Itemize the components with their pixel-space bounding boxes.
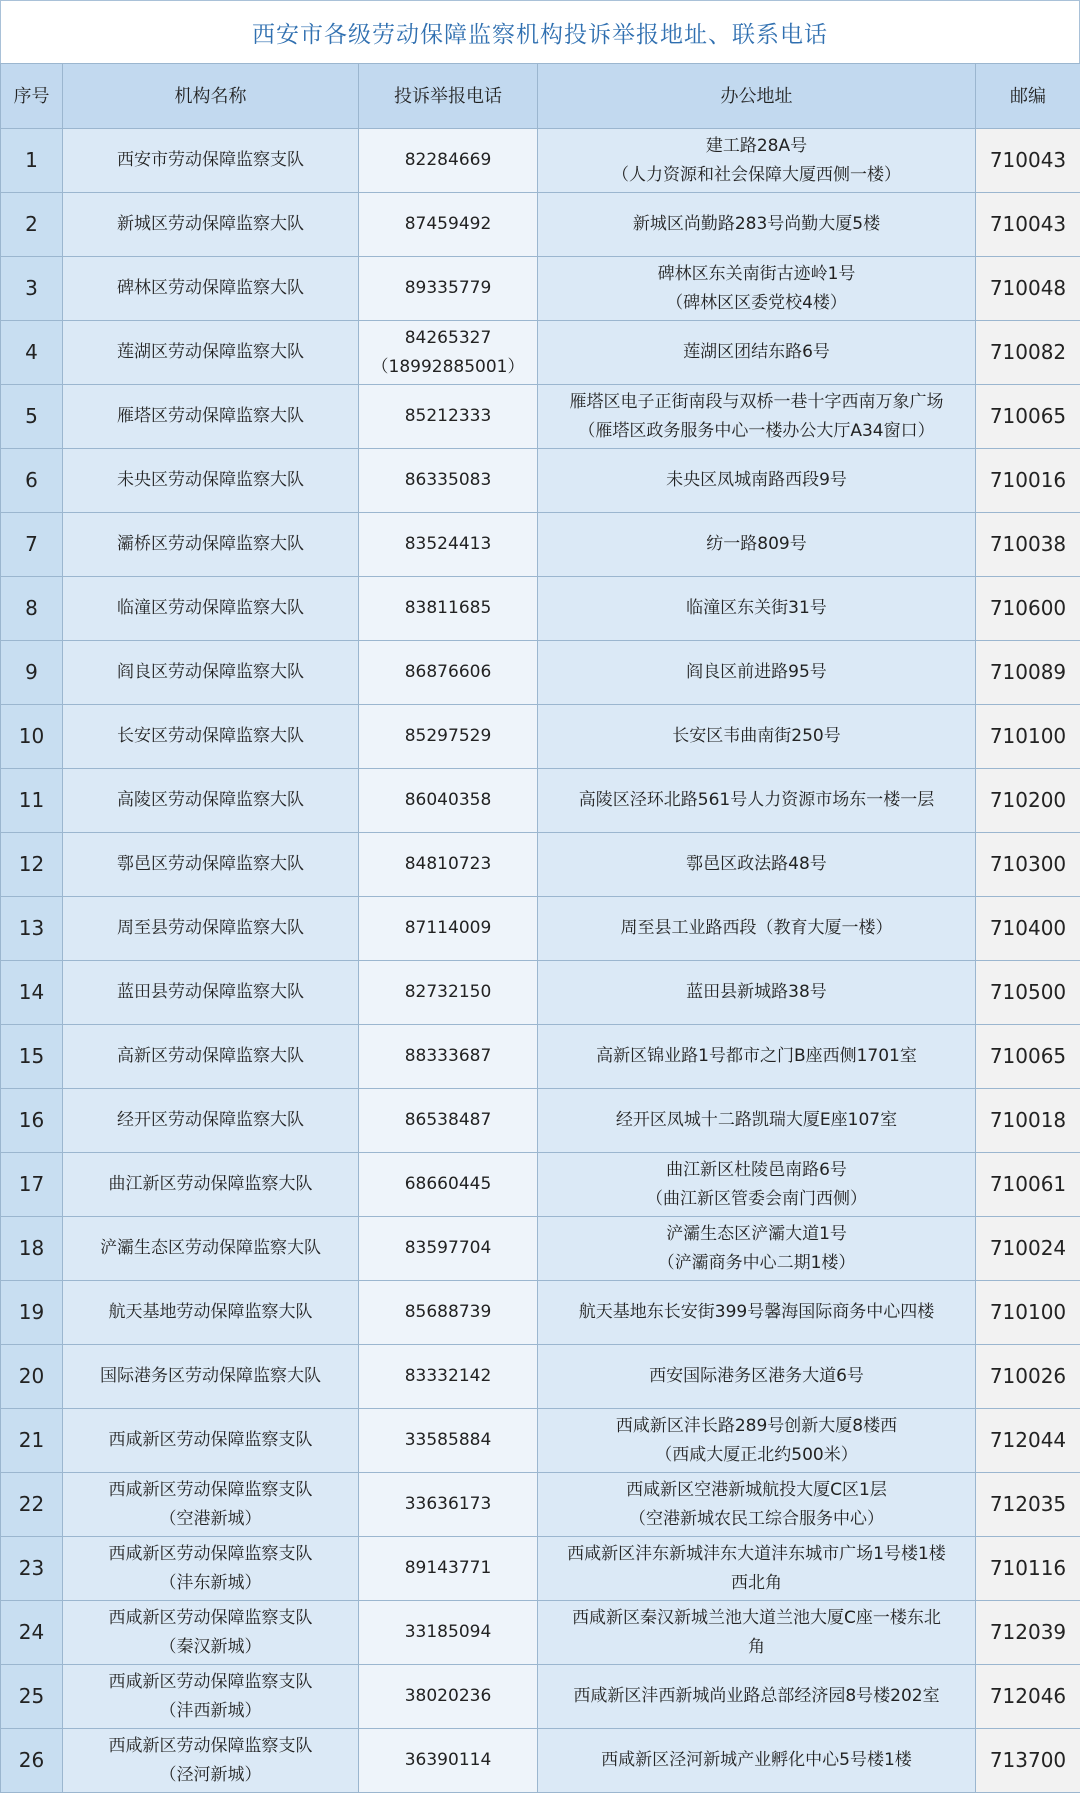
table-row bbox=[1, 577, 1080, 641]
table-row bbox=[1, 1537, 1080, 1601]
row-seq: 20 bbox=[1, 1345, 63, 1409]
row-seq: 2 bbox=[1, 193, 63, 257]
row-phone bbox=[359, 1089, 538, 1153]
row-phone bbox=[359, 1217, 538, 1281]
row-agency-name bbox=[63, 1089, 359, 1153]
header-seq: 序号 bbox=[1, 64, 63, 129]
row-phone-line: 86335083 bbox=[363, 466, 533, 495]
row-phone bbox=[359, 961, 538, 1025]
table-row bbox=[1, 257, 1080, 321]
table-row bbox=[1, 705, 1080, 769]
row-agency-name-line: 未央区劳动保障监察大队 bbox=[67, 466, 354, 495]
row-address bbox=[538, 897, 976, 961]
row-phone bbox=[359, 1601, 538, 1665]
table-row bbox=[1, 769, 1080, 833]
row-postcode: 710043 bbox=[976, 129, 1080, 193]
row-agency-name bbox=[63, 897, 359, 961]
row-phone bbox=[359, 769, 538, 833]
row-phone bbox=[359, 1537, 538, 1601]
row-address-line: （曲江新区管委会南门西侧） bbox=[542, 1185, 971, 1214]
row-postcode: 713700 bbox=[976, 1729, 1080, 1793]
row-address bbox=[538, 1537, 976, 1601]
row-address bbox=[538, 641, 976, 705]
table-row bbox=[1, 897, 1080, 961]
row-phone bbox=[359, 1665, 538, 1729]
table-row bbox=[1, 1281, 1080, 1345]
row-address-line: 西咸新区沣西新城尚业路总部经济园8号楼202室 bbox=[542, 1682, 971, 1711]
row-address-line: 西咸新区沣长路289号创新大厦8楼西 bbox=[542, 1412, 971, 1441]
row-address-line: 角 bbox=[542, 1633, 971, 1662]
row-phone bbox=[359, 1345, 538, 1409]
row-postcode: 710065 bbox=[976, 1025, 1080, 1089]
row-address-line: 新城区尚勤路283号尚勤大厦5楼 bbox=[542, 210, 971, 239]
row-agency-name-line: 蓝田县劳动保障监察大队 bbox=[67, 978, 354, 1007]
row-agency-name-line: 碑林区劳动保障监察大队 bbox=[67, 274, 354, 303]
row-seq: 8 bbox=[1, 577, 63, 641]
row-phone bbox=[359, 449, 538, 513]
row-address-line: 西咸新区泾河新城产业孵化中心5号楼1楼 bbox=[542, 1746, 971, 1775]
row-agency-name bbox=[63, 321, 359, 385]
row-seq: 25 bbox=[1, 1665, 63, 1729]
row-postcode: 710065 bbox=[976, 385, 1080, 449]
row-seq: 5 bbox=[1, 385, 63, 449]
row-address bbox=[538, 193, 976, 257]
row-phone-line: 83332142 bbox=[363, 1362, 533, 1391]
row-phone-line: 33636173 bbox=[363, 1490, 533, 1519]
table-row bbox=[1, 1089, 1080, 1153]
row-address-line: 浐灞生态区浐灞大道1号 bbox=[542, 1220, 971, 1249]
row-agency-name-line: 曲江新区劳动保障监察大队 bbox=[67, 1170, 354, 1199]
row-seq: 3 bbox=[1, 257, 63, 321]
row-phone-line: 86876606 bbox=[363, 658, 533, 687]
row-phone-line: 82284669 bbox=[363, 146, 533, 175]
table-row bbox=[1, 1601, 1080, 1665]
row-postcode: 712046 bbox=[976, 1665, 1080, 1729]
row-address-line: 航天基地东长安街399号馨海国际商务中心四楼 bbox=[542, 1298, 971, 1327]
row-agency-name bbox=[63, 1025, 359, 1089]
row-address-line: 高新区锦业路1号都市之门B座西侧1701室 bbox=[542, 1042, 971, 1071]
row-phone-line: 33185094 bbox=[363, 1618, 533, 1647]
row-address-line: （人力资源和社会保障大厦西侧一楼） bbox=[542, 161, 971, 190]
table-row bbox=[1, 1729, 1080, 1793]
row-phone-line: 85688739 bbox=[363, 1298, 533, 1327]
row-seq: 7 bbox=[1, 513, 63, 577]
row-postcode: 710100 bbox=[976, 1281, 1080, 1345]
row-agency-name bbox=[63, 1217, 359, 1281]
row-phone bbox=[359, 1025, 538, 1089]
row-seq: 17 bbox=[1, 1153, 63, 1217]
header-address: 办公地址 bbox=[538, 64, 976, 129]
row-agency-name-line: 西咸新区劳动保障监察支队 bbox=[67, 1732, 354, 1761]
page-title: 西安市各级劳动保障监察机构投诉举报地址、联系电话 bbox=[0, 0, 1080, 63]
row-address bbox=[538, 1089, 976, 1153]
row-postcode: 710048 bbox=[976, 257, 1080, 321]
row-phone-line: 89143771 bbox=[363, 1554, 533, 1583]
row-seq: 6 bbox=[1, 449, 63, 513]
row-postcode: 710026 bbox=[976, 1345, 1080, 1409]
header-phone: 投诉举报电话 bbox=[359, 64, 538, 129]
row-postcode: 710300 bbox=[976, 833, 1080, 897]
row-agency-name-line: 经开区劳动保障监察大队 bbox=[67, 1106, 354, 1135]
row-address bbox=[538, 1409, 976, 1473]
row-agency-name-line: 国际港务区劳动保障监察大队 bbox=[67, 1362, 354, 1391]
row-agency-name-line: 高陵区劳动保障监察大队 bbox=[67, 786, 354, 815]
row-seq: 10 bbox=[1, 705, 63, 769]
row-agency-name-line: （沣西新城） bbox=[67, 1697, 354, 1726]
row-agency-name-line: 长安区劳动保障监察大队 bbox=[67, 722, 354, 751]
row-agency-name-line: 灞桥区劳动保障监察大队 bbox=[67, 530, 354, 559]
row-address-line: 莲湖区团结东路6号 bbox=[542, 338, 971, 367]
row-phone-line: 36390114 bbox=[363, 1746, 533, 1775]
table-row bbox=[1, 193, 1080, 257]
table-row bbox=[1, 449, 1080, 513]
row-agency-name-line: （空港新城） bbox=[67, 1505, 354, 1534]
row-phone bbox=[359, 833, 538, 897]
row-agency-name-line: （沣东新城） bbox=[67, 1569, 354, 1598]
row-address-line: 西北角 bbox=[542, 1569, 971, 1598]
table-row bbox=[1, 1665, 1080, 1729]
row-seq: 19 bbox=[1, 1281, 63, 1345]
row-agency-name bbox=[63, 1665, 359, 1729]
row-phone bbox=[359, 129, 538, 193]
row-phone-line: 89335779 bbox=[363, 274, 533, 303]
row-agency-name bbox=[63, 641, 359, 705]
row-phone-line: 86040358 bbox=[363, 786, 533, 815]
row-phone-line: 86538487 bbox=[363, 1106, 533, 1135]
table-row bbox=[1, 321, 1080, 385]
row-seq: 11 bbox=[1, 769, 63, 833]
row-address-line: （西咸大厦正北约500米） bbox=[542, 1441, 971, 1470]
row-address bbox=[538, 385, 976, 449]
row-agency-name bbox=[63, 513, 359, 577]
row-agency-name bbox=[63, 1473, 359, 1537]
row-address bbox=[538, 321, 976, 385]
row-agency-name-line: （秦汉新城） bbox=[67, 1633, 354, 1662]
row-agency-name bbox=[63, 1153, 359, 1217]
row-phone-line: 83524413 bbox=[363, 530, 533, 559]
row-agency-name-line: 鄠邑区劳动保障监察大队 bbox=[67, 850, 354, 879]
row-address-line: 雁塔区电子正街南段与双桥一巷十字西南万象广场 bbox=[542, 388, 971, 417]
row-agency-name bbox=[63, 769, 359, 833]
row-address bbox=[538, 1217, 976, 1281]
row-phone-line: （18992885001） bbox=[363, 353, 533, 382]
row-address bbox=[538, 1729, 976, 1793]
row-seq: 18 bbox=[1, 1217, 63, 1281]
row-address bbox=[538, 449, 976, 513]
row-address-line: 建工路28A号 bbox=[542, 132, 971, 161]
row-seq: 22 bbox=[1, 1473, 63, 1537]
row-address bbox=[538, 1153, 976, 1217]
row-postcode: 710038 bbox=[976, 513, 1080, 577]
row-postcode: 710043 bbox=[976, 193, 1080, 257]
row-address-line: 临潼区东关街31号 bbox=[542, 594, 971, 623]
row-address bbox=[538, 705, 976, 769]
table-row bbox=[1, 1473, 1080, 1537]
row-agency-name-line: 西咸新区劳动保障监察支队 bbox=[67, 1668, 354, 1697]
row-phone-line: 84810723 bbox=[363, 850, 533, 879]
row-phone-line: 85297529 bbox=[363, 722, 533, 751]
header-postcode: 邮编 bbox=[976, 64, 1080, 129]
row-agency-name bbox=[63, 129, 359, 193]
row-agency-name bbox=[63, 193, 359, 257]
row-seq: 23 bbox=[1, 1537, 63, 1601]
row-phone bbox=[359, 897, 538, 961]
row-address bbox=[538, 257, 976, 321]
table-row bbox=[1, 1409, 1080, 1473]
table-row bbox=[1, 129, 1080, 193]
row-phone bbox=[359, 321, 538, 385]
row-agency-name bbox=[63, 449, 359, 513]
row-address-line: 纺一路809号 bbox=[542, 530, 971, 559]
row-agency-name-line: 周至县劳动保障监察大队 bbox=[67, 914, 354, 943]
row-postcode: 710061 bbox=[976, 1153, 1080, 1217]
row-address bbox=[538, 1665, 976, 1729]
row-phone-line: 82732150 bbox=[363, 978, 533, 1007]
row-postcode: 710089 bbox=[976, 641, 1080, 705]
row-address-line: 蓝田县新城路38号 bbox=[542, 978, 971, 1007]
row-address-line: 西咸新区空港新城航投大厦C区1层 bbox=[542, 1476, 971, 1505]
row-phone bbox=[359, 1409, 538, 1473]
row-phone-line: 33585884 bbox=[363, 1426, 533, 1455]
row-seq: 13 bbox=[1, 897, 63, 961]
row-agency-name-line: 西咸新区劳动保障监察支队 bbox=[67, 1604, 354, 1633]
complaint-contacts-table bbox=[0, 63, 1080, 1793]
row-address bbox=[538, 769, 976, 833]
row-agency-name bbox=[63, 1281, 359, 1345]
row-agency-name-line: 浐灞生态区劳动保障监察大队 bbox=[67, 1234, 354, 1263]
row-address-line: 西安国际港务区港务大道6号 bbox=[542, 1362, 971, 1391]
row-postcode: 710400 bbox=[976, 897, 1080, 961]
row-seq: 12 bbox=[1, 833, 63, 897]
table-row bbox=[1, 513, 1080, 577]
row-agency-name bbox=[63, 1537, 359, 1601]
row-phone-line: 83597704 bbox=[363, 1234, 533, 1263]
row-phone-line: 87459492 bbox=[363, 210, 533, 239]
row-address bbox=[538, 129, 976, 193]
row-seq: 16 bbox=[1, 1089, 63, 1153]
row-address-line: （空港新城农民工综合服务中心） bbox=[542, 1505, 971, 1534]
row-agency-name-line: 西安市劳动保障监察支队 bbox=[67, 146, 354, 175]
row-agency-name-line: 莲湖区劳动保障监察大队 bbox=[67, 338, 354, 367]
table-row bbox=[1, 1153, 1080, 1217]
row-address bbox=[538, 1473, 976, 1537]
row-phone-line: 38020236 bbox=[363, 1682, 533, 1711]
row-postcode: 710100 bbox=[976, 705, 1080, 769]
row-agency-name-line: （泾河新城） bbox=[67, 1761, 354, 1790]
table-row bbox=[1, 385, 1080, 449]
row-agency-name-line: 新城区劳动保障监察大队 bbox=[67, 210, 354, 239]
row-address bbox=[538, 833, 976, 897]
row-postcode: 712035 bbox=[976, 1473, 1080, 1537]
row-phone bbox=[359, 705, 538, 769]
row-seq: 15 bbox=[1, 1025, 63, 1089]
row-postcode: 712044 bbox=[976, 1409, 1080, 1473]
row-address-line: 曲江新区杜陵邑南路6号 bbox=[542, 1156, 971, 1185]
row-agency-name bbox=[63, 257, 359, 321]
row-address bbox=[538, 1025, 976, 1089]
row-agency-name bbox=[63, 1409, 359, 1473]
row-phone-line: 83811685 bbox=[363, 594, 533, 623]
row-address-line: 长安区韦曲南街250号 bbox=[542, 722, 971, 751]
row-address-line: （浐灞商务中心二期1楼） bbox=[542, 1249, 971, 1278]
table-row bbox=[1, 1345, 1080, 1409]
row-postcode: 710018 bbox=[976, 1089, 1080, 1153]
row-address-line: 高陵区泾环北路561号人力资源市场东一楼一层 bbox=[542, 786, 971, 815]
row-phone bbox=[359, 1153, 538, 1217]
row-phone bbox=[359, 257, 538, 321]
row-seq: 14 bbox=[1, 961, 63, 1025]
row-address-line: 阎良区前进路95号 bbox=[542, 658, 971, 687]
row-address-line: 西咸新区秦汉新城兰池大道兰池大厦C座一楼东北 bbox=[542, 1604, 971, 1633]
row-seq: 24 bbox=[1, 1601, 63, 1665]
row-phone bbox=[359, 1729, 538, 1793]
row-phone-line: 87114009 bbox=[363, 914, 533, 943]
row-agency-name bbox=[63, 705, 359, 769]
row-address bbox=[538, 1345, 976, 1409]
table-row bbox=[1, 1025, 1080, 1089]
row-phone-line: 88333687 bbox=[363, 1042, 533, 1071]
row-address-line: 经开区凤城十二路凯瑞大厦E座107室 bbox=[542, 1106, 971, 1135]
row-phone bbox=[359, 385, 538, 449]
row-agency-name bbox=[63, 961, 359, 1025]
row-seq: 21 bbox=[1, 1409, 63, 1473]
row-address bbox=[538, 1281, 976, 1345]
row-seq: 9 bbox=[1, 641, 63, 705]
row-postcode: 710116 bbox=[976, 1537, 1080, 1601]
row-postcode: 710016 bbox=[976, 449, 1080, 513]
row-agency-name-line: 阎良区劳动保障监察大队 bbox=[67, 658, 354, 687]
table-row bbox=[1, 833, 1080, 897]
row-address-line: 周至县工业路西段（教育大厦一楼） bbox=[542, 914, 971, 943]
table-row bbox=[1, 961, 1080, 1025]
row-phone bbox=[359, 577, 538, 641]
row-phone bbox=[359, 513, 538, 577]
row-phone bbox=[359, 193, 538, 257]
row-address-line: 碑林区东关南街古迹岭1号 bbox=[542, 260, 971, 289]
row-address bbox=[538, 577, 976, 641]
row-postcode: 710200 bbox=[976, 769, 1080, 833]
row-agency-name bbox=[63, 1345, 359, 1409]
row-postcode: 710600 bbox=[976, 577, 1080, 641]
row-address bbox=[538, 513, 976, 577]
row-postcode: 712039 bbox=[976, 1601, 1080, 1665]
row-agency-name-line: 航天基地劳动保障监察大队 bbox=[67, 1298, 354, 1327]
row-agency-name bbox=[63, 577, 359, 641]
row-agency-name-line: 西咸新区劳动保障监察支队 bbox=[67, 1426, 354, 1455]
table-header-row bbox=[1, 64, 1080, 129]
row-address-line: （碑林区区委党校4楼） bbox=[542, 289, 971, 318]
row-address-line: 西咸新区沣东新城沣东大道沣东城市广场1号楼1楼 bbox=[542, 1540, 971, 1569]
table-row bbox=[1, 1217, 1080, 1281]
row-agency-name bbox=[63, 1601, 359, 1665]
row-agency-name-line: 西咸新区劳动保障监察支队 bbox=[67, 1540, 354, 1569]
row-seq: 26 bbox=[1, 1729, 63, 1793]
row-agency-name-line: 高新区劳动保障监察大队 bbox=[67, 1042, 354, 1071]
row-agency-name-line: 雁塔区劳动保障监察大队 bbox=[67, 402, 354, 431]
row-address-line: 未央区凤城南路西段9号 bbox=[542, 466, 971, 495]
row-agency-name-line: 临潼区劳动保障监察大队 bbox=[67, 594, 354, 623]
row-seq: 4 bbox=[1, 321, 63, 385]
row-postcode: 710082 bbox=[976, 321, 1080, 385]
row-address bbox=[538, 1601, 976, 1665]
row-seq: 1 bbox=[1, 129, 63, 193]
row-address-line: 鄠邑区政法路48号 bbox=[542, 850, 971, 879]
row-agency-name-line: 西咸新区劳动保障监察支队 bbox=[67, 1476, 354, 1505]
row-phone-line: 84265327 bbox=[363, 324, 533, 353]
table-row bbox=[1, 641, 1080, 705]
row-phone bbox=[359, 1473, 538, 1537]
row-address-line: （雁塔区政务服务中心一楼办公大厅A34窗口） bbox=[542, 417, 971, 446]
header-agency-name: 机构名称 bbox=[63, 64, 359, 129]
row-phone-line: 85212333 bbox=[363, 402, 533, 431]
row-phone-line: 68660445 bbox=[363, 1170, 533, 1199]
row-agency-name bbox=[63, 385, 359, 449]
row-agency-name bbox=[63, 833, 359, 897]
row-phone bbox=[359, 1281, 538, 1345]
row-postcode: 710500 bbox=[976, 961, 1080, 1025]
row-agency-name bbox=[63, 1729, 359, 1793]
row-postcode: 710024 bbox=[976, 1217, 1080, 1281]
row-phone bbox=[359, 641, 538, 705]
row-address bbox=[538, 961, 976, 1025]
